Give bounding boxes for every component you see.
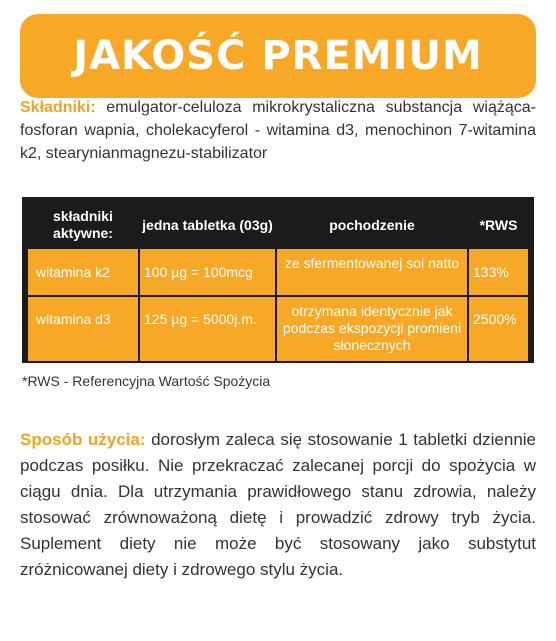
ingredients-label: Składniki: bbox=[20, 99, 96, 116]
row-ingredient: witamina d3 bbox=[28, 297, 138, 361]
table-row bbox=[28, 249, 528, 295]
row-origin: ze sfermentowanej soi natto bbox=[277, 249, 467, 295]
usage-paragraph bbox=[20, 427, 536, 583]
ingredients-text: emulgator-celuloza mikrokrystaliczna substancja wiążąca-fosforan wapnia, cholekacyferol - witamina d3, menochinon 7-witamina k2, stearynianmagnezu-stabilizator bbox=[20, 99, 536, 162]
nutrition-table bbox=[22, 197, 534, 363]
row-rws: 2500% bbox=[469, 297, 528, 361]
usage-label: Sposób użycia: bbox=[20, 430, 146, 449]
header-ingredients: składniki aktywne: bbox=[28, 203, 138, 247]
row-origin: otrzymana identycznie jak podczas ekspozycji promieni słonecznych bbox=[277, 297, 467, 361]
banner-title: JAKOŚĆ PREMIUM bbox=[73, 33, 483, 79]
usage-text: dorosłym zaleca się stosowanie 1 tabletki dziennie podczas posiłku. Nie przekraczać zalecanej porcji do spożycia w ciągu dnia. Dla utrzymania prawidłowego stanu zdrowia, należy stosować zrównoważoną dietę i prowadzić zdrowy tryb życia. Suplement diety nie może być stosowany jako substytut zróżnicowanej diety i zdrowego stylu życia. bbox=[20, 430, 537, 579]
title-banner bbox=[20, 14, 536, 98]
header-dose: jedna tabletka (03g) bbox=[140, 203, 275, 247]
row-dose: 100 µg = 100mcg bbox=[140, 249, 275, 295]
ingredients-paragraph bbox=[20, 96, 536, 165]
row-dose: 125 µg = 5000j.m. bbox=[140, 297, 275, 361]
table-row bbox=[28, 297, 528, 361]
row-rws: 133% bbox=[469, 249, 528, 295]
table-header-row bbox=[28, 203, 528, 247]
header-rws: *RWS bbox=[469, 203, 528, 247]
row-ingredient: witamina k2 bbox=[28, 249, 138, 295]
header-origin: pochodzenie bbox=[277, 203, 467, 247]
rws-footnote: *RWS - Referencyjna Wartość Spożycia bbox=[22, 373, 271, 389]
